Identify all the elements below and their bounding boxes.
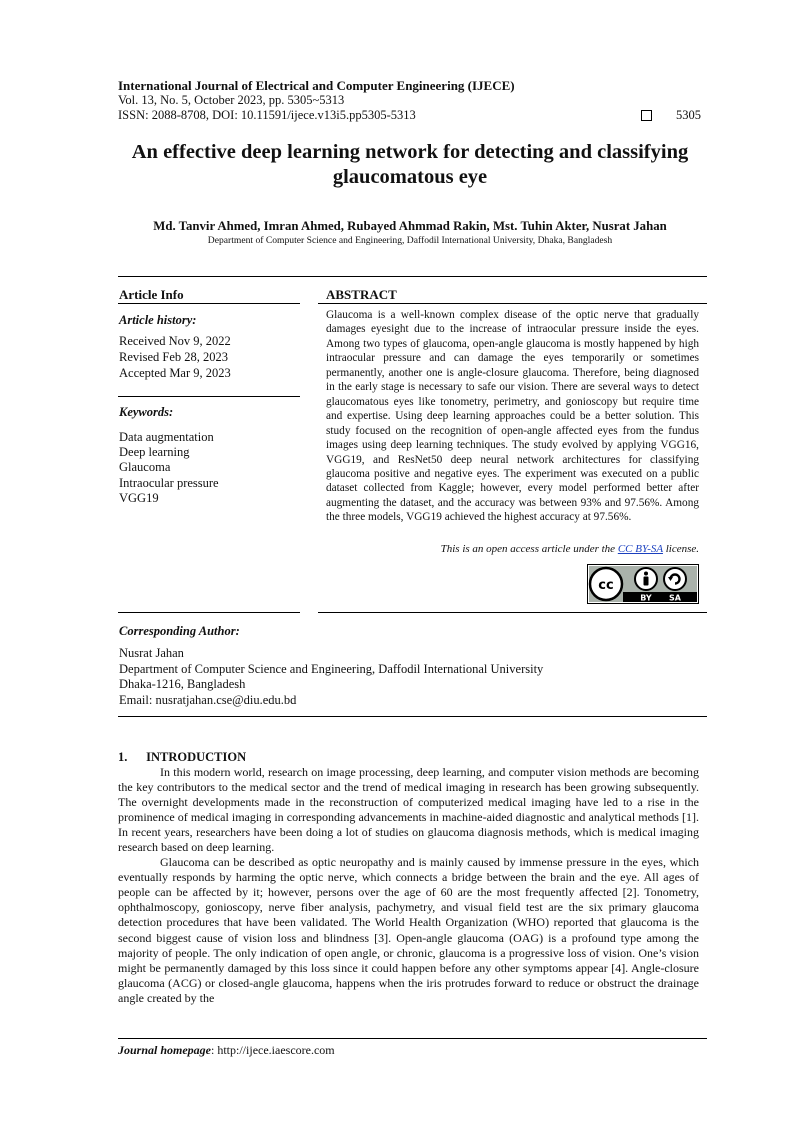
paragraph: In this modern world, research on image processing, deep learning, and computer vision methods are becoming the key contributors to the medical sector and the trend of medical imaging in research has been growing subsequently. The overnight developments made in the reconstruction of computerized medical imaging have led to a rise in the prominence of medical imaging in corresponding advancements in machine-aided diagnostic and analytical methods [1]. In recent years, researchers have been doing a lot of studies on glaucoma diagnosis methods, which is medical imaging research based on deep learning.	[118, 765, 699, 855]
corresponding-heading: Corresponding Author:	[119, 624, 240, 638]
keywords-rule	[118, 396, 300, 397]
history-received: Received Nov 9, 2022	[119, 334, 231, 348]
cc-by-sa-badge[interactable]	[587, 564, 699, 609]
paragraph: Glaucoma can be described as optic neuropathy and is mainly caused by immense pressure in the eyes, which eventually responds by harming the optic nerve, which connects a bridge between the brain and the eye. All ages of people can be affected by it; however, persons over the age of 60 are the most frequently affected [2]. Tonometry, ophthalmoscopy, gonioscopy, nerve fiber analysis, pachymetry, and visual field test are the six primary glaucoma detection procedures that have been validated. The World Health Organization (WHO) reported that glaucoma is the second biggest cause of vision loss and blindness [3]. Open-angle glaucoma (OAG) is a profound type among the majority of people. The only indication of open angle, or chronic, glaucoma is a progressive loss of vision. One’s vision might be permanently damaged by this loss since it could happen before any other symptoms appear [4]. Angle-closure glaucoma (ACG) or closed-angle glaucoma, happens when the iris protrudes forward to reduce or obstruct the drainage angle created by the	[118, 855, 699, 1005]
abstract-heading: ABSTRACT	[326, 287, 397, 302]
article-info-rule	[118, 303, 300, 304]
footer-rule	[118, 1038, 707, 1039]
keywords-heading: Keywords:	[119, 405, 174, 419]
introduction-heading: 1. INTRODUCTION	[118, 750, 247, 764]
sa-label: SA	[669, 593, 681, 603]
top-rule	[118, 276, 707, 277]
keyword: Intraocular pressure	[119, 476, 219, 490]
page-box-icon	[641, 110, 652, 121]
open-access-notice	[326, 543, 699, 555]
abstract-text: Glaucoma is a well-known complex disease of the optic nerve that gradually damages eyesight due to the increase of intraocular pressure inside the eyes. Among two types of glaucoma, open-angle glaucoma is mostly happened by high intraocular pressure and can damage the eyes temporarily or sometimes permanently, another one is angle-closure glaucoma. Therefore, being diagnosed in the early stage is necessary to safe our vision. There are several ways to detect glaucomatous eyes like tonometry, perimetry, and gonioscopy but require time and expertise. Using deep learning approaches could be a better solution. This study focused on the recognition of open-angle affected eyes from the fundus images using deep learning techniques. The study evolved by applying VGG16, VGG19, and ResNet50 deep neural network architectures for classifying glaucoma positive and negative eyes. The experiment was executed on a public dataset collected from Kaggle; however, every model performed better after augmenting the dataset, and the accuracy was between 93% and 97.56%. Among the three models, VGG19 achieved the highest accuracy at 97.56%.	[326, 309, 699, 524]
corresponding-city: Dhaka-1216, Bangladesh	[119, 677, 246, 691]
license-link[interactable]: CC BY-SA	[617, 543, 663, 555]
keyword: VGG19	[119, 491, 159, 505]
open-access-suffix: license.	[662, 543, 699, 555]
history-accepted: Accepted Mar 9, 2023	[119, 366, 231, 380]
cc-mark: cc	[598, 578, 614, 593]
keyword: Deep learning	[119, 445, 190, 459]
abstract-rule	[318, 303, 707, 304]
journal-name: International Journal of Electrical and Computer Engineering (IJECE)	[118, 78, 515, 93]
issn-doi: ISSN: 2088-8708, DOI: 10.11591/ijece.v13i5.pp5305-5313	[118, 108, 416, 122]
cc-by-sa-icon	[587, 564, 699, 604]
abstract-bottom-rule	[318, 612, 707, 613]
corresponding-dept: Department of Computer Science and Engineering, Daffodil International University	[119, 662, 544, 676]
history-heading: Article history:	[119, 313, 197, 327]
corresponding-name: Nusrat Jahan	[119, 646, 184, 660]
corresponding-rule	[118, 716, 707, 717]
open-access-prefix: This is an open access article under the	[440, 543, 618, 555]
history-revised: Revised Feb 28, 2023	[119, 350, 229, 364]
affiliation: Department of Computer Science and Engineering, Daffodil International University, Dhaka, Bangladesh	[207, 235, 613, 246]
article-info-bottom-rule	[118, 612, 300, 613]
journal-homepage-url[interactable]: : http://ijece.iaescore.com	[211, 1043, 335, 1057]
page-number: 5305	[676, 108, 701, 122]
by-label: BY	[640, 593, 652, 603]
author-list: Md. Tanvir Ahmed, Imran Ahmed, Rubayed Ahmmad Rakin, Mst. Tuhin Akter, Nusrat Jahan	[153, 219, 667, 233]
keyword: Data augmentation	[119, 430, 214, 444]
journal-homepage-label: Journal homepage	[118, 1043, 212, 1057]
corresponding-email: Email: nusratjahan.cse@diu.edu.bd	[119, 693, 297, 707]
paper-title: An effective deep learning network for detecting and classifying glaucomatous eye	[131, 141, 689, 188]
journal-homepage	[118, 1043, 335, 1058]
volume-info: Vol. 13, No. 5, October 2023, pp. 5305~5313	[118, 93, 345, 107]
keyword: Glaucoma	[119, 460, 171, 474]
introduction-body	[118, 765, 699, 1006]
article-info-heading: Article Info	[119, 287, 184, 302]
